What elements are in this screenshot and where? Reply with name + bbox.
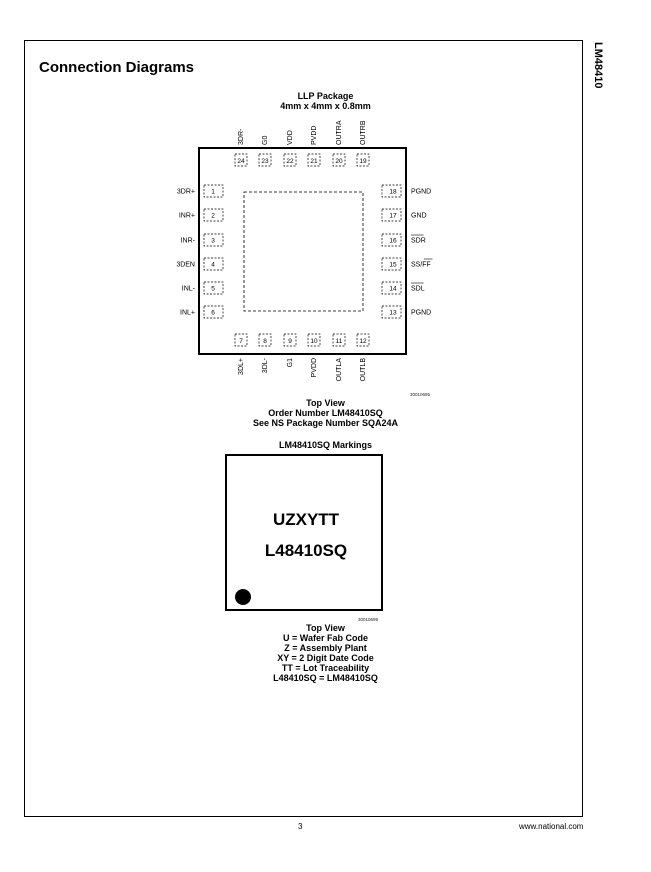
pin-label: INL+	[180, 309, 195, 317]
caption-line: L48410SQ = LM48410SQ	[273, 673, 378, 683]
pin-number: 22	[286, 158, 294, 165]
pin-label: 3DR-	[238, 128, 245, 145]
page-number: 3	[298, 822, 303, 831]
package-caption	[0, 398, 651, 428]
pin-label: OUTRB	[360, 120, 367, 145]
pin-label: PGND	[411, 309, 432, 317]
pin-number: 2	[211, 212, 215, 220]
pin-number: 13	[389, 309, 397, 317]
marking-package	[225, 454, 383, 611]
caption-line: Z = Assembly Plant	[284, 643, 367, 653]
pin-label: PGND	[411, 188, 432, 196]
markings-title: LM48410SQ Markings	[278, 440, 373, 450]
pin-number: 1	[211, 188, 215, 196]
caption-line: See NS Package Number SQA24A	[252, 418, 399, 428]
markings-figure-id: 30010699	[358, 617, 379, 622]
exposed-pad	[244, 192, 363, 311]
pin-label: OUTRA	[336, 120, 343, 145]
pin-number: 20	[335, 158, 343, 165]
pin-label: VDD	[287, 130, 294, 145]
pin-number: 14	[389, 285, 397, 293]
pin-number: 10	[310, 338, 318, 345]
pin-number: 4	[211, 261, 215, 269]
pin-number: 17	[389, 212, 397, 220]
pin-number: 3	[211, 237, 215, 245]
pin-label: INR-	[180, 237, 195, 245]
pin-number: 24	[237, 158, 245, 165]
package-title: LLP Package	[297, 91, 354, 101]
section-title: Connection Diagrams	[39, 59, 195, 76]
pin-number: 7	[239, 338, 243, 345]
pin-label: SS/FF	[411, 261, 431, 269]
caption-line: Top View	[306, 623, 345, 633]
pin-label: 3DL-	[262, 358, 269, 374]
pin-label: INL-	[181, 285, 195, 293]
package-dimensions: 4mm x 4mm x 0.8mm	[280, 101, 371, 111]
pin-label: 3DL+	[238, 358, 245, 375]
pin-number: 8	[263, 338, 267, 345]
caption-line: TT = Lot Traceability	[281, 663, 370, 673]
pin-label: PVDD	[311, 125, 318, 145]
pin-label: PVDD	[311, 358, 318, 378]
pin-number: 19	[359, 158, 367, 165]
markings-caption	[0, 623, 651, 683]
caption-line: XY = 2 Digit Date Code	[277, 653, 374, 663]
website-url: www.national.com	[519, 822, 584, 831]
pin-label: GND	[411, 212, 427, 220]
pin-label: OUTLB	[360, 358, 367, 382]
caption-line: U = Wafer Fab Code	[283, 633, 368, 643]
pin-label: 3DEN	[176, 261, 195, 269]
pin-label: SDR	[411, 237, 426, 245]
caption-line: Top View	[306, 398, 345, 408]
pin-layer	[176, 120, 432, 381]
pin-number: 12	[359, 338, 367, 345]
pin1-indicator-dot	[235, 589, 251, 605]
pin-number: 16	[389, 237, 397, 245]
pin-label: 3DR+	[176, 188, 195, 196]
pin-label: INR+	[178, 212, 195, 220]
pin-number: 6	[211, 309, 215, 317]
pin-number: 18	[389, 188, 397, 196]
pin-label: G1	[287, 358, 294, 368]
pin-number: 9	[288, 338, 292, 345]
marking-line-2: L48410SQ	[264, 541, 348, 560]
package-outline	[199, 148, 406, 354]
marking-line-1: UZXYTT	[272, 510, 340, 529]
pin-number: 23	[261, 158, 269, 165]
pin-number: 21	[310, 158, 318, 165]
caption-line: Order Number LM48410SQ	[268, 408, 383, 418]
pin-number: 11	[335, 338, 343, 345]
pin-label: SDL	[411, 285, 425, 293]
pin-label: G0	[262, 135, 269, 145]
pin-number: 15	[389, 261, 397, 269]
pin-label: OUTLA	[336, 358, 343, 382]
package-figure-id: 30010695	[410, 392, 431, 397]
pin-number: 5	[211, 285, 215, 293]
side-title: LM48410	[592, 42, 604, 89]
